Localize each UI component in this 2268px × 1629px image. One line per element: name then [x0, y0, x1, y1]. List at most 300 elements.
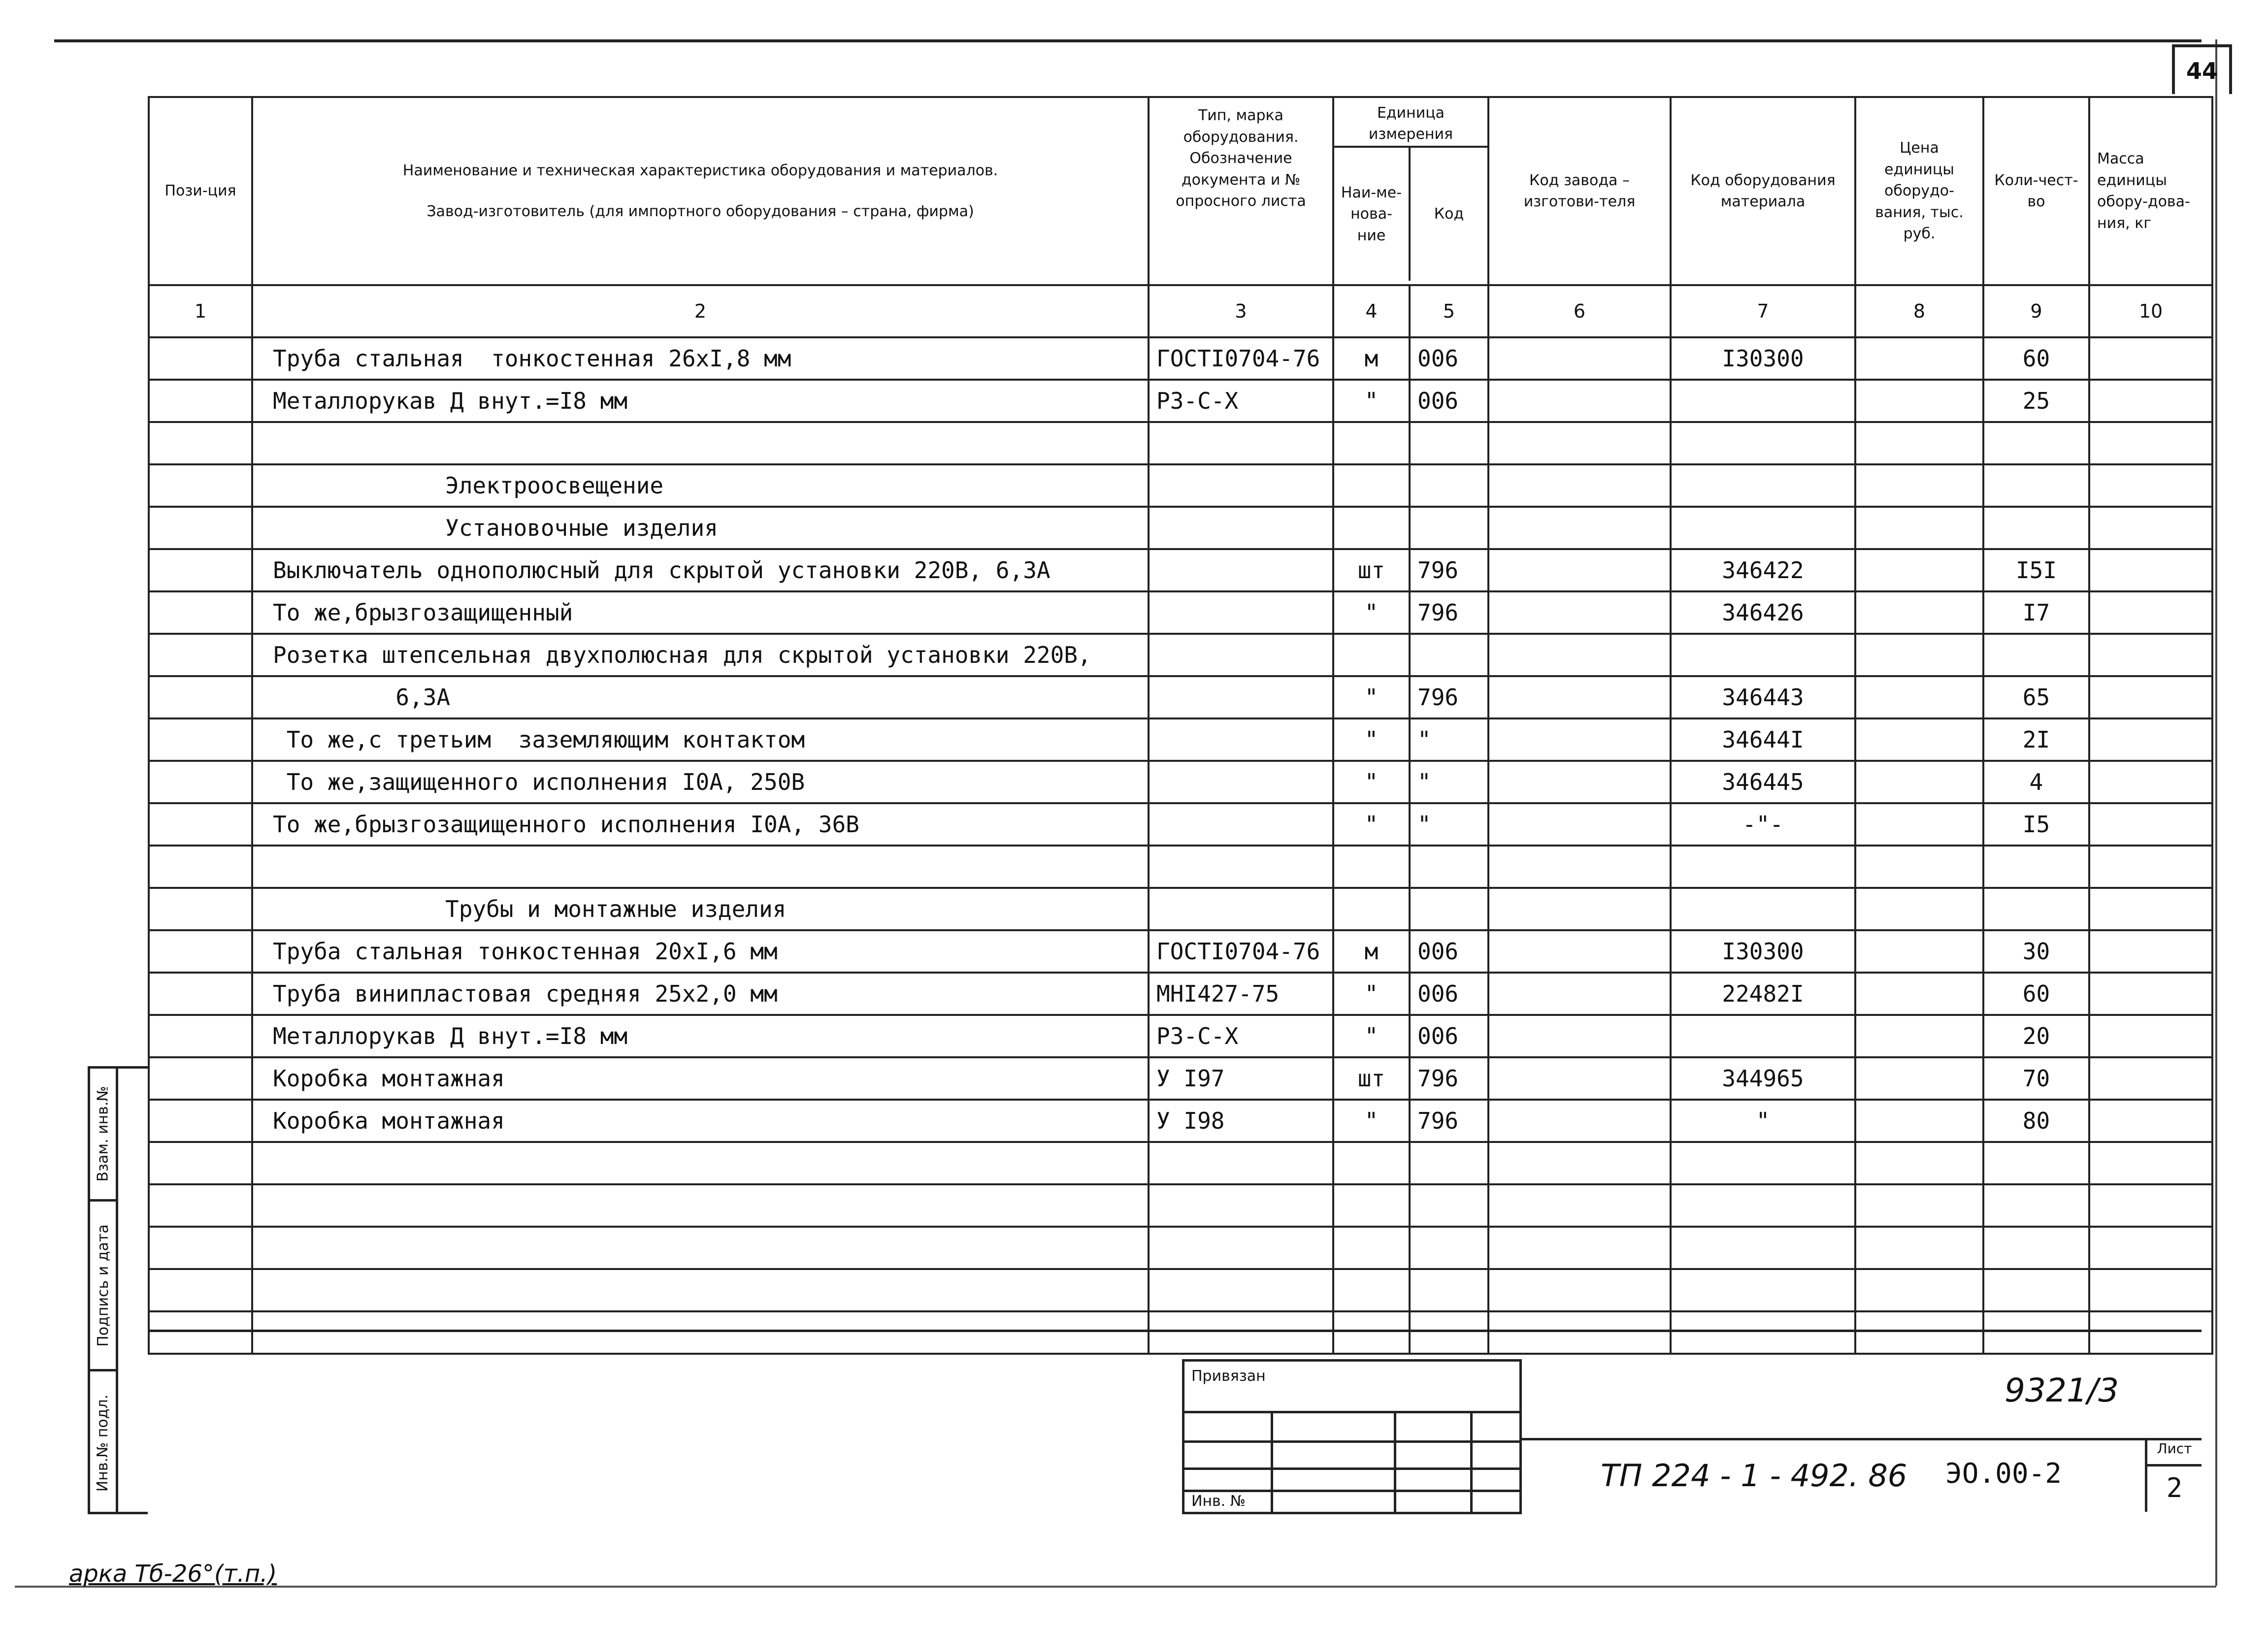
titleblock-top-rule: [148, 1330, 2202, 1332]
item-quantity: [1983, 1184, 2089, 1227]
sheet-box: [2145, 1440, 2202, 1512]
item-quantity: [1983, 1142, 2089, 1184]
item-type: [1149, 507, 1333, 549]
item-unit: [1333, 422, 1410, 464]
item-unit-code: [1410, 464, 1488, 507]
item-name: [252, 1184, 1149, 1227]
item-quantity: [1983, 1311, 2089, 1354]
item-unit-code: 006: [1410, 930, 1488, 973]
item-material-code: [1671, 1269, 1855, 1311]
sheet-number: 2: [2166, 1472, 2183, 1503]
position-cell: [149, 1184, 252, 1227]
item-type: [1149, 803, 1333, 846]
stamp-divider: [1394, 1411, 1396, 1512]
item-material-code: 346445: [1671, 761, 1855, 803]
table-row: [149, 337, 2212, 380]
column-number: 5: [1410, 285, 1488, 337]
header-unit-code: Код: [1434, 205, 1464, 223]
table-row: [149, 761, 2212, 803]
attached-label: Привязан: [1191, 1368, 1266, 1385]
factory-code-cell: [1488, 1269, 1671, 1311]
header-unit-title: Единица измерения: [1334, 101, 1487, 148]
item-material-code: 346422: [1671, 549, 1855, 591]
table-row: [149, 973, 2212, 1015]
item-unit-code: 006: [1410, 1015, 1488, 1057]
price-cell: [1855, 888, 1983, 930]
mass-cell: [2089, 718, 2212, 761]
table-row: [149, 718, 2212, 761]
item-quantity: 30: [1983, 930, 2089, 973]
factory-code-cell: [1488, 507, 1671, 549]
item-type: [1149, 422, 1333, 464]
item-unit: ": [1333, 803, 1410, 846]
header-factory-code: Код завода – изготови-теля: [1488, 97, 1671, 285]
item-material-code: 346426: [1671, 591, 1855, 634]
item-material-code: ": [1671, 1100, 1855, 1142]
item-name: То же,защищенного исполнения I0А, 250В: [252, 761, 1149, 803]
mass-cell: [2089, 1057, 2212, 1100]
item-unit-code: 796: [1410, 1057, 1488, 1100]
price-cell: [1855, 761, 1983, 803]
item-unit: [1333, 1311, 1410, 1354]
item-quantity: [1983, 464, 2089, 507]
specification-table: [148, 96, 2213, 1355]
table-row: [149, 1142, 2212, 1184]
sidebar-signature-date-label: Подпись и дата: [94, 1224, 112, 1347]
item-unit: [1333, 464, 1410, 507]
item-unit-code: [1410, 1269, 1488, 1311]
factory-code-cell: [1488, 1311, 1671, 1354]
price-cell: [1855, 803, 1983, 846]
position-cell: [149, 676, 252, 718]
price-cell: [1855, 380, 1983, 422]
mass-cell: [2089, 1184, 2212, 1227]
item-quantity: [1983, 507, 2089, 549]
mass-cell: [2089, 888, 2212, 930]
item-unit-code: 006: [1410, 973, 1488, 1015]
sidebar-inv-original-label: Инв.№ подл.: [94, 1394, 112, 1492]
mass-cell: [2089, 464, 2212, 507]
item-name: [252, 1142, 1149, 1184]
column-number: 6: [1488, 285, 1671, 337]
header-name-line1: Наименование и техническая характеристика оборудования и материалов.: [402, 162, 998, 179]
mass-cell: [2089, 337, 2212, 380]
item-type: У I97: [1149, 1057, 1333, 1100]
item-quantity: 80: [1983, 1100, 2089, 1142]
stamp-rule: [1184, 1467, 1519, 1470]
item-unit: ": [1333, 380, 1410, 422]
item-unit-code: ": [1410, 803, 1488, 846]
section-heading-row: [149, 888, 2212, 930]
column-number: 8: [1855, 285, 1983, 337]
inv-label: Инв. №: [1191, 1493, 1246, 1510]
mass-cell: [2089, 549, 2212, 591]
item-unit-code: [1410, 1142, 1488, 1184]
column-number: 9: [1983, 285, 2089, 337]
section-heading: Электроосвещение: [252, 464, 1149, 507]
item-type: [1149, 846, 1333, 888]
table-row: [149, 634, 2212, 676]
item-name: То же,с третьим заземляющим контактом: [252, 718, 1149, 761]
factory-code-cell: [1488, 591, 1671, 634]
position-cell: [149, 1227, 252, 1269]
price-cell: [1855, 1015, 1983, 1057]
item-unit: [1333, 888, 1410, 930]
factory-code-cell: [1488, 888, 1671, 930]
item-unit: ": [1333, 973, 1410, 1015]
item-unit-code: [1410, 1184, 1488, 1227]
item-unit-code: 006: [1410, 337, 1488, 380]
item-type: ГОСТI0704-76: [1149, 930, 1333, 973]
item-material-code: [1671, 1015, 1855, 1057]
item-unit: [1333, 846, 1410, 888]
item-material-code: [1671, 1227, 1855, 1269]
item-name: [252, 422, 1149, 464]
item-name: 6,3А: [252, 676, 1149, 718]
item-unit: ": [1333, 1015, 1410, 1057]
item-unit-code: 796: [1410, 1100, 1488, 1142]
mass-cell: [2089, 1269, 2212, 1311]
item-quantity: [1983, 422, 2089, 464]
item-quantity: I5: [1983, 803, 2089, 846]
price-cell: [1855, 1269, 1983, 1311]
price-cell: [1855, 507, 1983, 549]
item-unit: [1333, 1142, 1410, 1184]
item-name: То же,брызгозащищенного исполнения I0А, 36В: [252, 803, 1149, 846]
item-name: [252, 1227, 1149, 1269]
factory-code-cell: [1488, 1142, 1671, 1184]
factory-code-cell: [1488, 549, 1671, 591]
item-quantity: [1983, 634, 2089, 676]
item-unit: ": [1333, 591, 1410, 634]
item-type: Р3-С-Х: [1149, 380, 1333, 422]
item-type: [1149, 591, 1333, 634]
item-quantity: [1983, 888, 2089, 930]
item-unit: [1333, 507, 1410, 549]
item-unit: шт: [1333, 549, 1410, 591]
factory-code-cell: [1488, 676, 1671, 718]
handwritten-code: 9321/3: [2005, 1371, 2119, 1409]
item-name: [252, 1311, 1149, 1354]
header-row: [149, 97, 2212, 285]
item-unit-code: 796: [1410, 591, 1488, 634]
item-unit-code: ": [1410, 761, 1488, 803]
item-unit-code: [1410, 1227, 1488, 1269]
table-row: [149, 1184, 2212, 1227]
stamp-divider: [1470, 1411, 1473, 1512]
section-heading-row: [149, 464, 2212, 507]
item-name: [252, 1269, 1149, 1311]
mass-cell: [2089, 803, 2212, 846]
item-type: [1149, 634, 1333, 676]
item-type: У I98: [1149, 1100, 1333, 1142]
position-cell: [149, 422, 252, 464]
item-type: [1149, 549, 1333, 591]
table-row: [149, 930, 2212, 973]
price-cell: [1855, 930, 1983, 973]
position-cell: [149, 1057, 252, 1100]
factory-code-cell: [1488, 1184, 1671, 1227]
item-material-code: 34644I: [1671, 718, 1855, 761]
position-cell: [149, 761, 252, 803]
item-quantity: [1983, 1227, 2089, 1269]
mass-cell: [2089, 634, 2212, 676]
stamp-rule: [1184, 1411, 1519, 1413]
column-number: 1: [149, 285, 252, 337]
item-name: Труба стальная тонкостенная 26хI,8 мм: [252, 337, 1149, 380]
position-cell: [149, 1015, 252, 1057]
column-number: 4: [1333, 285, 1410, 337]
factory-code-cell: [1488, 761, 1671, 803]
table-row: [149, 1311, 2212, 1354]
project-number: ТП 224 - 1 - 492. 86: [1601, 1458, 1907, 1494]
attachment-stamp: [1182, 1359, 1522, 1514]
item-material-code: I30300: [1671, 930, 1855, 973]
titleblock-mid-rule: [1522, 1438, 2202, 1440]
table-row: [149, 1015, 2212, 1057]
header-unit-name: Наи-ме-нова-ние: [1334, 148, 1411, 281]
section-heading: Трубы и монтажные изделия: [252, 888, 1149, 930]
price-cell: [1855, 422, 1983, 464]
item-unit: ": [1333, 1100, 1410, 1142]
mass-cell: [2089, 591, 2212, 634]
section-heading-row: [149, 507, 2212, 549]
item-type: [1149, 718, 1333, 761]
top-rule: [54, 39, 2202, 42]
item-quantity: 60: [1983, 337, 2089, 380]
footer-note: арка Тб-26°(т.п.): [69, 1560, 277, 1588]
item-quantity: 70: [1983, 1057, 2089, 1100]
header-position: Пози-ция: [149, 97, 252, 285]
position-cell: [149, 549, 252, 591]
item-quantity: 2I: [1983, 718, 2089, 761]
position-cell: [149, 380, 252, 422]
item-unit: ": [1333, 676, 1410, 718]
price-cell: [1855, 676, 1983, 718]
price-cell: [1855, 1227, 1983, 1269]
item-type: Р3-С-Х: [1149, 1015, 1333, 1057]
item-unit-code: 796: [1410, 676, 1488, 718]
table-row: [149, 1227, 2212, 1269]
price-cell: [1855, 1184, 1983, 1227]
item-material-code: [1671, 1311, 1855, 1354]
item-unit: м: [1333, 930, 1410, 973]
item-unit: [1333, 1269, 1410, 1311]
item-material-code: [1671, 380, 1855, 422]
item-unit-code: [1410, 888, 1488, 930]
item-unit: [1333, 634, 1410, 676]
price-cell: [1855, 846, 1983, 888]
item-quantity: 60: [1983, 973, 2089, 1015]
sidebar-divider: [116, 1069, 118, 1512]
header-material-code: Код оборудования материала: [1671, 97, 1855, 285]
price-cell: [1855, 337, 1983, 380]
position-cell: [149, 634, 252, 676]
factory-code-cell: [1488, 803, 1671, 846]
factory-code-cell: [1488, 1015, 1671, 1057]
price-cell: [1855, 634, 1983, 676]
item-type: [1149, 1311, 1333, 1354]
header-mass: Масса единицы обору-дова-ния, кг: [2089, 97, 2212, 285]
factory-code-cell: [1488, 930, 1671, 973]
item-unit: [1333, 1227, 1410, 1269]
price-cell: [1855, 1311, 1983, 1354]
factory-code-cell: [1488, 846, 1671, 888]
header-type: Тип, марка оборудования. Обозначение документа и № опросного листа: [1149, 97, 1333, 285]
item-unit-code: [1410, 634, 1488, 676]
mass-cell: [2089, 973, 2212, 1015]
sheet-label: Лист: [2147, 1440, 2202, 1466]
item-material-code: [1671, 634, 1855, 676]
column-number-row: [149, 285, 2212, 337]
section-heading: Установочные изделия: [252, 507, 1149, 549]
price-cell: [1855, 549, 1983, 591]
column-number: 10: [2089, 285, 2212, 337]
price-cell: [1855, 973, 1983, 1015]
factory-code-cell: [1488, 422, 1671, 464]
price-cell: [1855, 591, 1983, 634]
mass-cell: [2089, 930, 2212, 973]
item-quantity: [1983, 1269, 2089, 1311]
item-name: Розетка штепсельная двухполюсная для скрытой установки 220В,: [252, 634, 1149, 676]
price-cell: [1855, 1100, 1983, 1142]
item-unit: [1333, 1184, 1410, 1227]
table-row: [149, 591, 2212, 634]
mass-cell: [2089, 676, 2212, 718]
item-material-code: 344965: [1671, 1057, 1855, 1100]
table-row: [149, 803, 2212, 846]
item-quantity: 20: [1983, 1015, 2089, 1057]
header-name-line2: Завод-изготовитель (для импортного оборудования – страна, фирма): [427, 203, 974, 220]
item-material-code: [1671, 888, 1855, 930]
item-material-code: [1671, 507, 1855, 549]
factory-code-cell: [1488, 337, 1671, 380]
sheet-code: ЭО.00-2: [1945, 1458, 2062, 1490]
price-cell: [1855, 718, 1983, 761]
mass-cell: [2089, 1311, 2212, 1354]
factory-code-cell: [1488, 380, 1671, 422]
item-material-code: I30300: [1671, 337, 1855, 380]
factory-code-cell: [1488, 1057, 1671, 1100]
factory-code-cell: [1488, 1100, 1671, 1142]
position-cell: [149, 930, 252, 973]
item-quantity: [1983, 846, 2089, 888]
position-cell: [149, 1269, 252, 1311]
factory-code-cell: [1488, 464, 1671, 507]
item-name: То же,брызгозащищенный: [252, 591, 1149, 634]
sidebar-signature-date: [90, 1202, 116, 1371]
item-material-code: [1671, 464, 1855, 507]
item-material-code: [1671, 846, 1855, 888]
page-number: 44: [2172, 44, 2232, 94]
item-type: [1149, 1227, 1333, 1269]
position-cell: [149, 337, 252, 380]
header-name: [252, 97, 1149, 285]
position-cell: [149, 1100, 252, 1142]
column-number: 2: [252, 285, 1149, 337]
item-name: Труба винипластовая средняя 25х2,0 мм: [252, 973, 1149, 1015]
sidebar-inv-original: [90, 1371, 116, 1514]
stamp-rule: [1184, 1490, 1519, 1492]
item-quantity: 4: [1983, 761, 2089, 803]
item-unit: м: [1333, 337, 1410, 380]
item-unit-code: 796: [1410, 549, 1488, 591]
item-quantity: 25: [1983, 380, 2089, 422]
mass-cell: [2089, 1227, 2212, 1269]
header-unit-group: [1333, 97, 1488, 285]
column-number: 3: [1149, 285, 1333, 337]
bottom-rule: [15, 1586, 2216, 1588]
item-unit-code: [1410, 846, 1488, 888]
factory-code-cell: [1488, 973, 1671, 1015]
table-row: [149, 422, 2212, 464]
item-type: [1149, 761, 1333, 803]
item-material-code: 346443: [1671, 676, 1855, 718]
factory-code-cell: [1488, 1227, 1671, 1269]
item-name: Коробка монтажная: [252, 1057, 1149, 1100]
item-name: Металлорукав Д внут.=I8 мм: [252, 380, 1149, 422]
item-type: [1149, 1142, 1333, 1184]
item-material-code: 22482I: [1671, 973, 1855, 1015]
stamp-rule: [1184, 1440, 1519, 1443]
item-name: [252, 846, 1149, 888]
column-number: 7: [1671, 285, 1855, 337]
position-cell: [149, 888, 252, 930]
item-type: [1149, 676, 1333, 718]
sidebar-inv-replacement-label: Взам. инв.№: [94, 1086, 112, 1182]
item-type: [1149, 888, 1333, 930]
right-rule: [2215, 39, 2217, 1586]
position-cell: [149, 464, 252, 507]
item-material-code: [1671, 1142, 1855, 1184]
table-row: [149, 1100, 2212, 1142]
item-name: Труба стальная тонкостенная 20хI,6 мм: [252, 930, 1149, 973]
mass-cell: [2089, 1142, 2212, 1184]
sidebar-inv-replacement: [90, 1069, 116, 1202]
item-unit-code: [1410, 507, 1488, 549]
item-type: МНI427-75: [1149, 973, 1333, 1015]
mass-cell: [2089, 380, 2212, 422]
position-cell: [149, 973, 252, 1015]
item-unit: ": [1333, 718, 1410, 761]
table-row: [149, 380, 2212, 422]
mass-cell: [2089, 761, 2212, 803]
item-unit-code: ": [1410, 718, 1488, 761]
factory-code-cell: [1488, 718, 1671, 761]
item-unit: шт: [1333, 1057, 1410, 1100]
item-name: Коробка монтажная: [252, 1100, 1149, 1142]
item-unit-code: [1410, 422, 1488, 464]
table-row: [149, 846, 2212, 888]
stamp-divider: [1271, 1411, 1273, 1512]
item-quantity: I5I: [1983, 549, 2089, 591]
table-row: [149, 1269, 2212, 1311]
item-unit: ": [1333, 761, 1410, 803]
item-quantity: 65: [1983, 676, 2089, 718]
mass-cell: [2089, 507, 2212, 549]
table-row: [149, 1057, 2212, 1100]
item-type: [1149, 1269, 1333, 1311]
position-cell: [149, 803, 252, 846]
factory-code-cell: [1488, 634, 1671, 676]
item-unit-code: [1410, 1311, 1488, 1354]
mass-cell: [2089, 846, 2212, 888]
position-cell: [149, 591, 252, 634]
header-price: Цена единицы оборудо-вания, тыс. руб.: [1855, 97, 1983, 285]
position-cell: [149, 507, 252, 549]
item-unit-code: 006: [1410, 380, 1488, 422]
position-cell: [149, 718, 252, 761]
